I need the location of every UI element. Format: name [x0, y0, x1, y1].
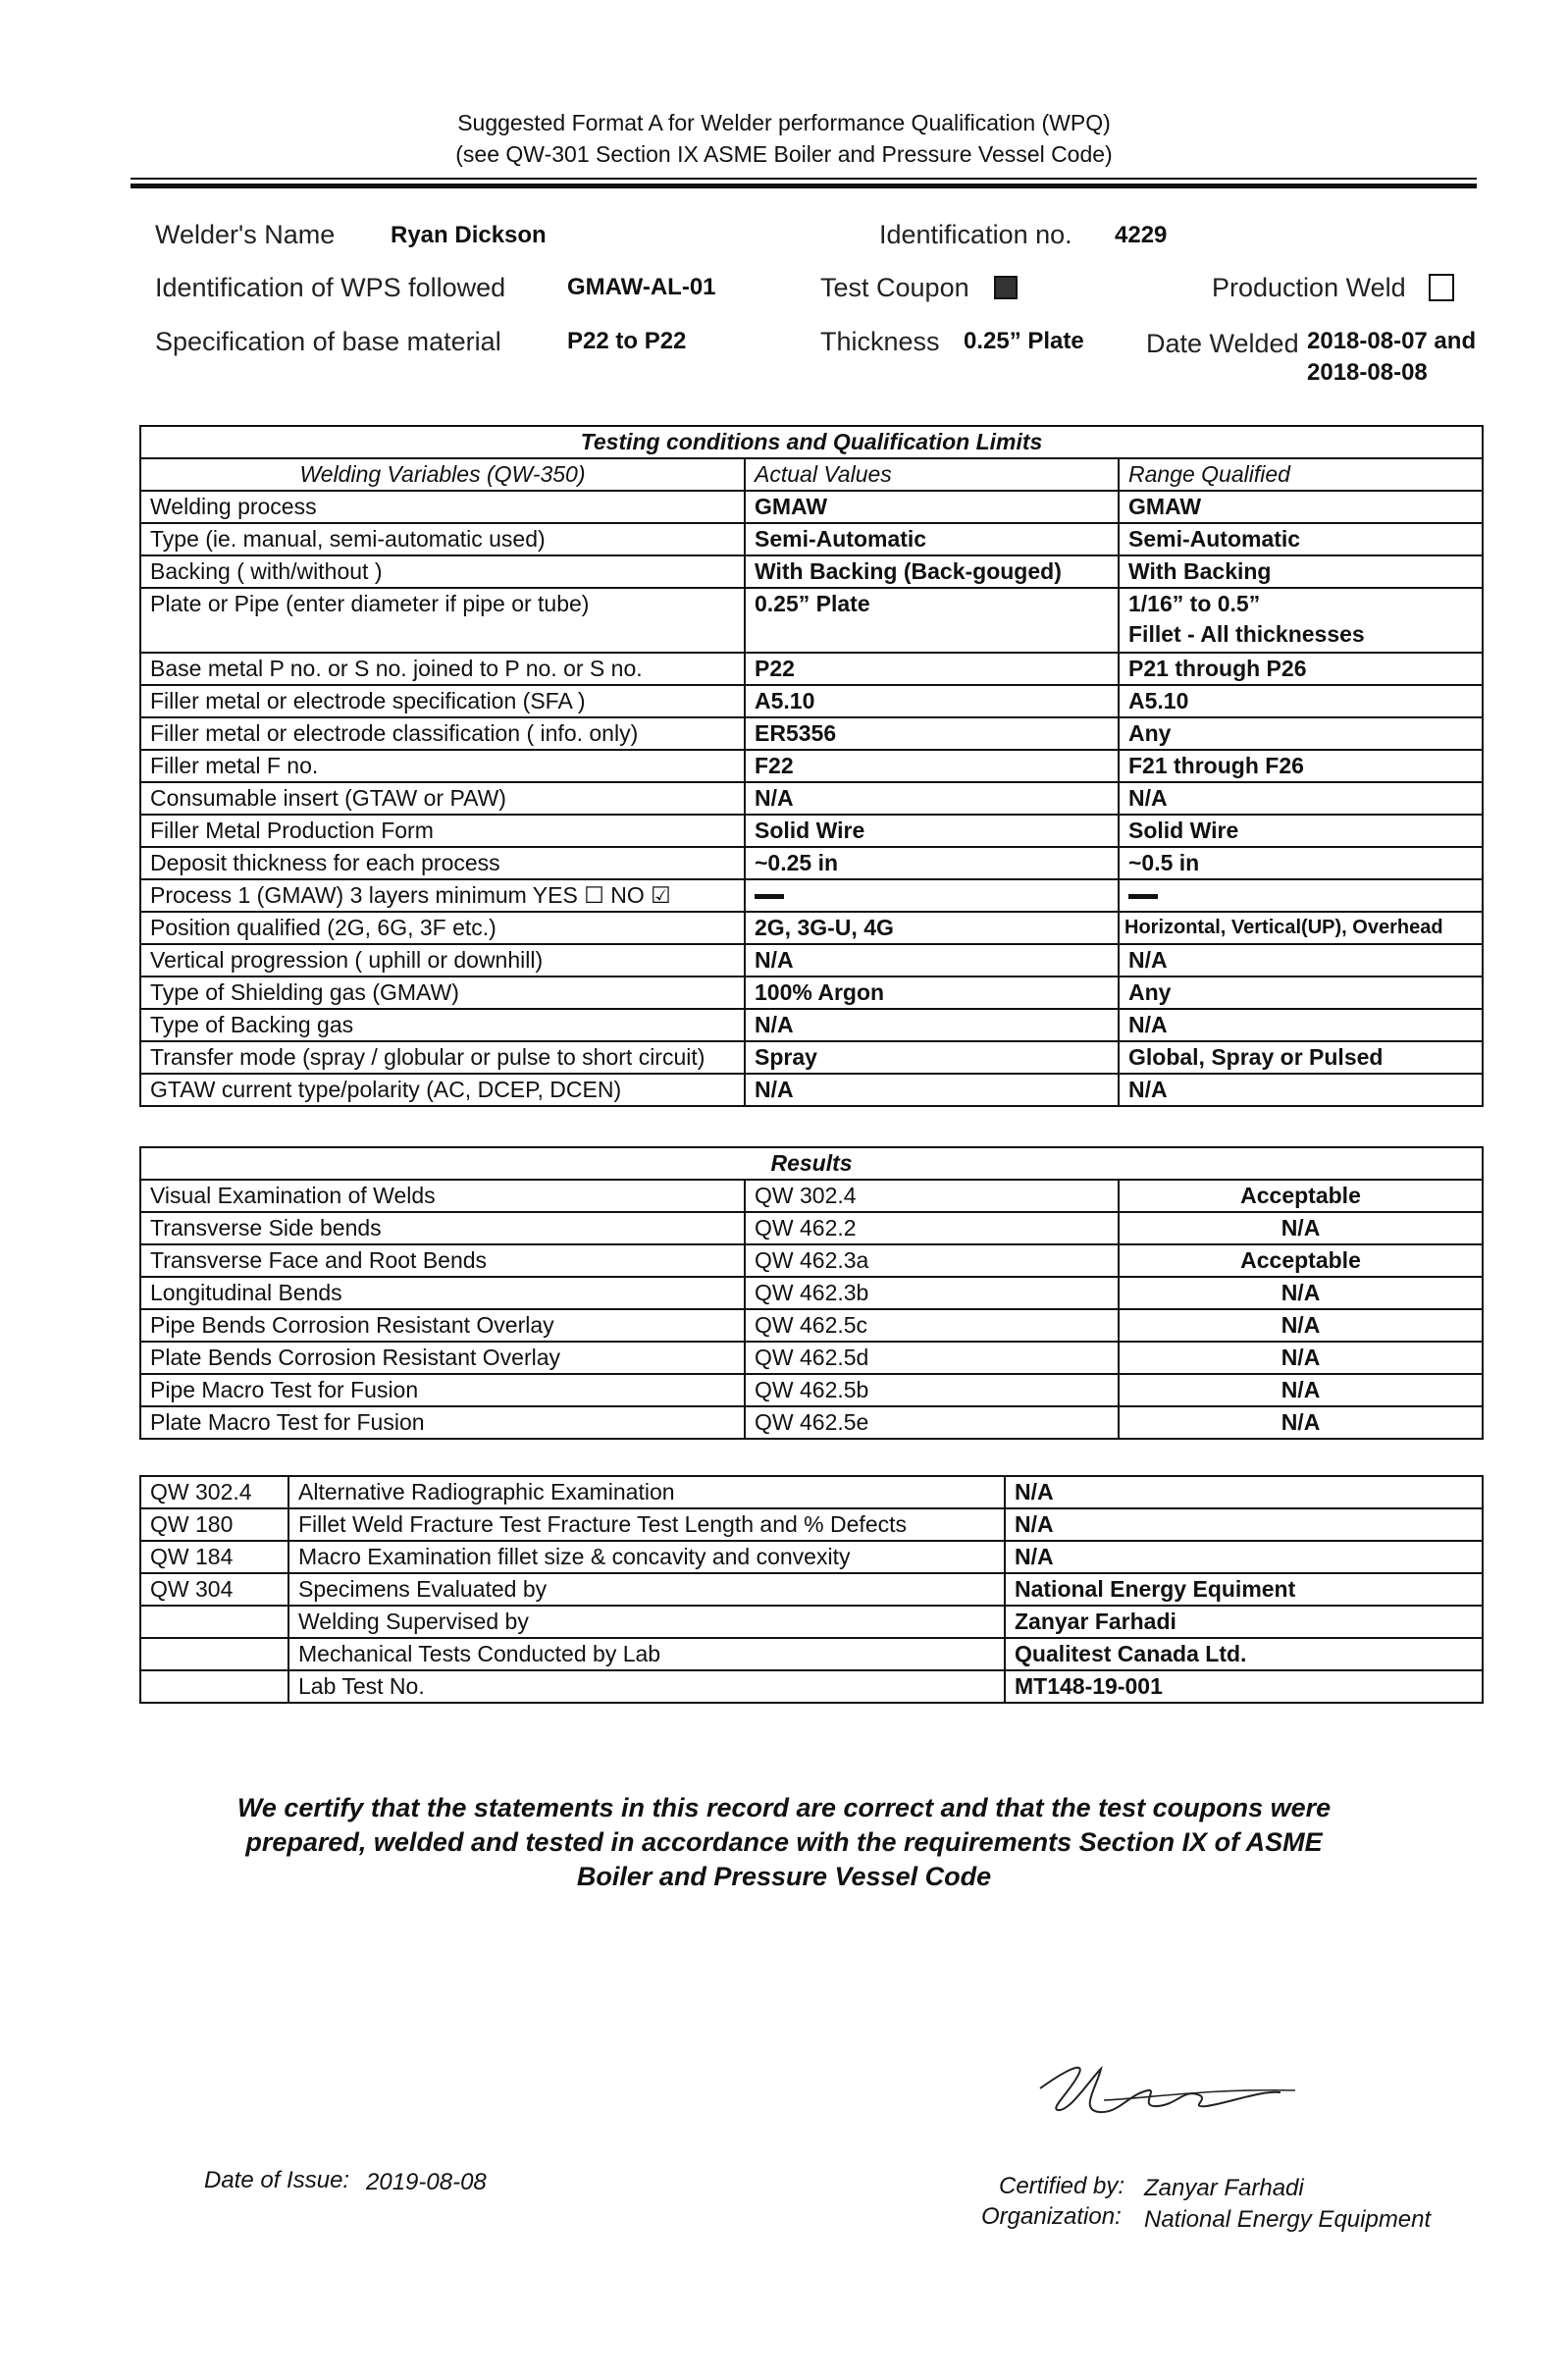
certified-by-value: Zanyar Farhadi — [1144, 2175, 1304, 2201]
ref-cell: QW 304 — [140, 1573, 288, 1606]
date-welded-label: Date Welded — [1146, 329, 1299, 358]
conditions-header-row — [140, 458, 1483, 491]
table-row — [140, 1670, 1483, 1703]
wps-value: GMAW-AL-01 — [567, 274, 716, 300]
table-row — [140, 976, 1483, 1009]
header-rule-thin — [131, 178, 1477, 180]
thickness-label: Thickness — [820, 327, 940, 356]
result-cell: N/A — [1119, 1342, 1483, 1374]
certification-line2: prepared, welded and tested in accordance with the requirements Section IX of ASME — [245, 1827, 1323, 1857]
table-row — [140, 523, 1483, 555]
variable-cell: Type of Backing gas — [140, 1009, 745, 1041]
test-cell: Visual Examination of Welds — [140, 1180, 745, 1212]
result-cell: N/A — [1119, 1277, 1483, 1309]
actual-cell: Semi-Automatic — [745, 523, 1119, 555]
value-cell: N/A — [1005, 1541, 1483, 1573]
table-row — [140, 685, 1483, 717]
ref-cell — [140, 1606, 288, 1638]
test-cell: Transverse Side bends — [140, 1212, 745, 1244]
organization-value: National Energy Equipment — [1144, 2206, 1432, 2233]
thickness-value: 0.25” Plate — [964, 328, 1084, 354]
actual-cell: F22 — [745, 750, 1119, 782]
range-cell: N/A — [1119, 1009, 1483, 1041]
range-cell: ~0.5 in — [1119, 847, 1483, 879]
test-cell: Plate Macro Test for Fusion — [140, 1406, 745, 1439]
actual-cell: 2G, 3G-U, 4G — [745, 912, 1119, 944]
table-row — [140, 1541, 1483, 1573]
range-cell: Solid Wire — [1119, 815, 1483, 847]
ref-cell: QW 462.5e — [745, 1406, 1119, 1439]
conditions-title: Testing conditions and Qualification Limits — [140, 426, 1483, 458]
actual-cell: Solid Wire — [745, 815, 1119, 847]
range-cell: Any — [1119, 717, 1483, 750]
actual-cell: Spray — [745, 1041, 1119, 1074]
dash-mark — [755, 894, 784, 899]
table-row — [140, 1573, 1483, 1606]
range-cell: P21 through P26 — [1119, 653, 1483, 685]
table-row — [140, 1277, 1483, 1309]
table-row — [140, 588, 1483, 653]
welder-name-label: Welder's Name — [155, 220, 336, 249]
value-cell: National Energy Equiment — [1005, 1573, 1483, 1606]
signature-image — [1011, 2051, 1305, 2139]
value-cell: MT148-19-001 — [1005, 1670, 1483, 1703]
table-row — [140, 1406, 1483, 1439]
actual-cell: N/A — [745, 1074, 1119, 1106]
test-cell: Pipe Macro Test for Fusion — [140, 1374, 745, 1406]
actual-cell: P22 — [745, 653, 1119, 685]
col-header-range: Range Qualified — [1119, 458, 1483, 491]
welder-name-value: Ryan Dickson — [391, 222, 547, 248]
header-rule-thick — [131, 184, 1477, 188]
actual-cell: A5.10 — [745, 685, 1119, 717]
table-row — [140, 1212, 1483, 1244]
range-cell: Semi-Automatic — [1119, 523, 1483, 555]
table-row — [140, 912, 1483, 944]
certified-by-label: Certified by: — [999, 2173, 1125, 2199]
actual-cell: ER5356 — [745, 717, 1119, 750]
certification-line1: We certify that the statements in this record are correct and that the test coupons were — [236, 1793, 1332, 1822]
range-cell: N/A — [1119, 1074, 1483, 1106]
table-row — [140, 555, 1483, 588]
organization-label: Organization: — [981, 2203, 1122, 2230]
actual-cell: N/A — [745, 1009, 1119, 1041]
actual-cell: With Backing (Back-gouged) — [745, 555, 1119, 588]
ref-cell: QW 302.4 — [140, 1476, 288, 1508]
actual-cell: ~0.25 in — [745, 847, 1119, 879]
result-cell: N/A — [1119, 1406, 1483, 1439]
ref-cell: QW 462.3a — [745, 1244, 1119, 1277]
range-cell: F21 through F26 — [1119, 750, 1483, 782]
form-title-line2: (see QW-301 Section IX ASME Boiler and Pressure Vessel Code) — [455, 141, 1113, 167]
value-cell: Qualitest Canada Ltd. — [1005, 1638, 1483, 1670]
table-row — [140, 1074, 1483, 1106]
test-cell: Pipe Bends Corrosion Resistant Overlay — [140, 1309, 745, 1342]
range-cell: Global, Spray or Pulsed — [1119, 1041, 1483, 1074]
variable-cell: Type of Shielding gas (GMAW) — [140, 976, 745, 1009]
table-row — [140, 750, 1483, 782]
variable-cell: Type (ie. manual, semi-automatic used) — [140, 523, 745, 555]
conditions-table — [139, 425, 1484, 1107]
base-material-value: P22 to P22 — [567, 328, 687, 354]
variable-cell: Welding process — [140, 491, 745, 523]
date-welded-value-line2: 2018-08-08 — [1307, 359, 1428, 386]
table-row — [140, 782, 1483, 815]
table-row — [140, 1244, 1483, 1277]
variable-cell: GTAW current type/polarity (AC, DCEP, DCEN) — [140, 1074, 745, 1106]
table-row — [140, 879, 1483, 912]
range-cell: GMAW — [1119, 491, 1483, 523]
ref-cell: QW 462.5c — [745, 1309, 1119, 1342]
table-row — [140, 815, 1483, 847]
production-weld-label: Production Weld — [1212, 273, 1406, 302]
range-cell: Any — [1119, 976, 1483, 1009]
ref-cell — [140, 1670, 288, 1703]
identification-value: 4229 — [1115, 222, 1168, 248]
description-cell: Alternative Radiographic Examination — [288, 1476, 1005, 1508]
description-cell: Welding Supervised by — [288, 1606, 1005, 1638]
table-row — [140, 717, 1483, 750]
production-weld-checkbox[interactable] — [1429, 274, 1454, 301]
ref-cell: QW 462.2 — [745, 1212, 1119, 1244]
range-cell — [1119, 588, 1483, 653]
results-title: Results — [140, 1147, 1483, 1180]
ref-cell: QW 184 — [140, 1541, 288, 1573]
result-cell: N/A — [1119, 1309, 1483, 1342]
range-cell — [1119, 879, 1483, 912]
table-row — [140, 1476, 1483, 1508]
table-row — [140, 944, 1483, 976]
range-line2: Fillet - All thicknesses — [1128, 621, 1365, 647]
variable-cell: Position qualified (2G, 6G, 3F etc.) — [140, 912, 745, 944]
value-cell: N/A — [1005, 1476, 1483, 1508]
test-cell: Longitudinal Bends — [140, 1277, 745, 1309]
variable-cell: Consumable insert (GTAW or PAW) — [140, 782, 745, 815]
table-row — [140, 653, 1483, 685]
col-header-actual: Actual Values — [745, 458, 1119, 491]
certification-line3: Boiler and Pressure Vessel Code — [576, 1862, 992, 1891]
form-title-line1: Suggested Format A for Welder performance Qualification (WPQ) — [457, 110, 1111, 135]
table-row — [140, 1508, 1483, 1541]
test-coupon-checkbox[interactable] — [994, 276, 1018, 299]
wps-label: Identification of WPS followed — [155, 273, 506, 302]
description-cell: Macro Examination fillet size & concavity and convexity — [288, 1541, 1005, 1573]
actual-cell: 0.25” Plate — [745, 588, 1119, 653]
test-cell: Transverse Face and Root Bends — [140, 1244, 745, 1277]
result-cell: N/A — [1119, 1212, 1483, 1244]
description-cell: Lab Test No. — [288, 1670, 1005, 1703]
table-row — [140, 847, 1483, 879]
table-row — [140, 1309, 1483, 1342]
date-welded-value-line1: 2018-08-07 and — [1307, 328, 1477, 354]
dash-mark — [1128, 894, 1158, 899]
base-material-label: Specification of base material — [155, 327, 501, 356]
table-row — [140, 1342, 1483, 1374]
range-line1: 1/16” to 0.5” — [1128, 591, 1261, 616]
date-issue-label: Date of Issue: — [204, 2167, 350, 2193]
variable-cell: Deposit thickness for each process — [140, 847, 745, 879]
test-coupon-label: Test Coupon — [820, 273, 969, 302]
table-row — [140, 1180, 1483, 1212]
actual-cell: 100% Argon — [745, 976, 1119, 1009]
table-row — [140, 1041, 1483, 1074]
variable-cell: Vertical progression ( uphill or downhill) — [140, 944, 745, 976]
col-header-variable: Welding Variables (QW-350) — [140, 458, 745, 491]
ref-cell: QW 462.5b — [745, 1374, 1119, 1406]
result-cell: Acceptable — [1119, 1244, 1483, 1277]
range-cell: N/A — [1119, 782, 1483, 815]
date-issue-value: 2019-08-08 — [366, 2169, 487, 2195]
ref-cell: QW 462.5d — [745, 1342, 1119, 1374]
value-cell: N/A — [1005, 1508, 1483, 1541]
variable-cell: Process 1 (GMAW) 3 layers minimum YES ☐ NO ☑ — [140, 879, 745, 912]
table-row — [140, 1009, 1483, 1041]
description-cell: Fillet Weld Fracture Test Fracture Test Length and % Defects — [288, 1508, 1005, 1541]
identification-label: Identification no. — [879, 220, 1072, 249]
results-table — [139, 1146, 1484, 1440]
variable-cell: Transfer mode (spray / globular or pulse to short circuit) — [140, 1041, 745, 1074]
result-cell: Acceptable — [1119, 1180, 1483, 1212]
range-cell: N/A — [1119, 944, 1483, 976]
table-row — [140, 1638, 1483, 1670]
range-cell: A5.10 — [1119, 685, 1483, 717]
actual-cell: GMAW — [745, 491, 1119, 523]
variable-cell: Filler metal F no. — [140, 750, 745, 782]
results-title-row — [140, 1147, 1483, 1180]
test-cell: Plate Bends Corrosion Resistant Overlay — [140, 1342, 745, 1374]
variable-cell: Base metal P no. or S no. joined to P no. or S no. — [140, 653, 745, 685]
value-cell: Zanyar Farhadi — [1005, 1606, 1483, 1638]
description-cell: Mechanical Tests Conducted by Lab — [288, 1638, 1005, 1670]
ref-cell: QW 302.4 — [745, 1180, 1119, 1212]
ref-cell — [140, 1638, 288, 1670]
result-cell: N/A — [1119, 1374, 1483, 1406]
additional-table — [139, 1475, 1484, 1704]
table-row — [140, 491, 1483, 523]
conditions-title-row — [140, 426, 1483, 458]
ref-cell: QW 462.3b — [745, 1277, 1119, 1309]
variable-cell: Backing ( with/without ) — [140, 555, 745, 588]
variable-cell: Filler metal or electrode classification ( info. only) — [140, 717, 745, 750]
actual-cell: N/A — [745, 944, 1119, 976]
range-cell: With Backing — [1119, 555, 1483, 588]
actual-cell: N/A — [745, 782, 1119, 815]
variable-cell: Filler metal or electrode specification (SFA ) — [140, 685, 745, 717]
variable-cell: Filler Metal Production Form — [140, 815, 745, 847]
description-cell: Specimens Evaluated by — [288, 1573, 1005, 1606]
variable-cell: Plate or Pipe (enter diameter if pipe or tube) — [140, 588, 745, 653]
actual-cell — [745, 879, 1119, 912]
range-cell: Horizontal, Vertical(UP), Overhead — [1119, 912, 1483, 944]
ref-cell: QW 180 — [140, 1508, 288, 1541]
table-row — [140, 1374, 1483, 1406]
table-row — [140, 1606, 1483, 1638]
